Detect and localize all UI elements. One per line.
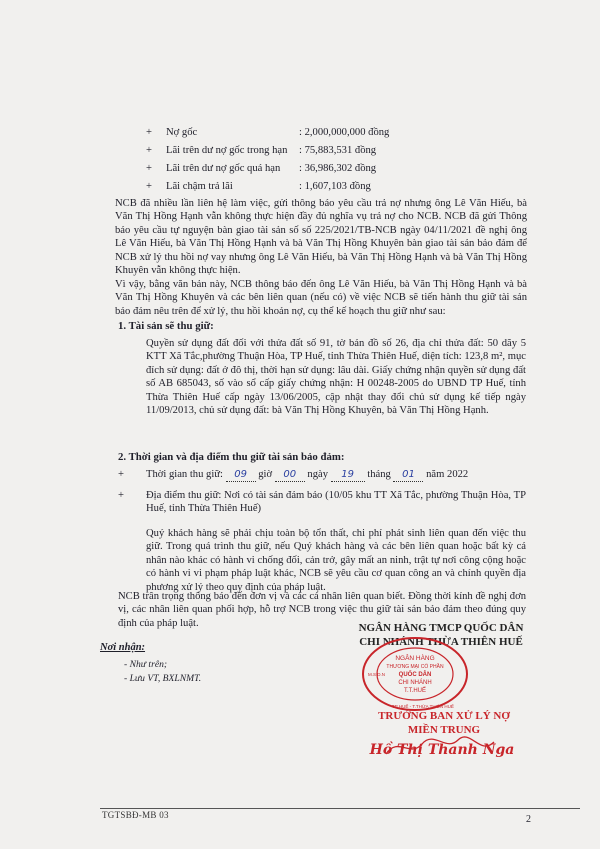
hour-value: 09: [226, 468, 256, 482]
debt-item-interest-in-term: [146, 145, 466, 159]
recipients-title: Nơi nhận:: [100, 642, 146, 653]
debt-value: : 75,883,531 đồng: [299, 145, 377, 156]
debt-label: Lãi chậm trả lãi: [166, 181, 233, 192]
seizure-time: [146, 468, 526, 482]
paragraph-liability: Quý khách hàng sẽ phải chịu toàn bộ tổn thất, chi phí phát sinh liên quan đến việc thu giữ. Trong quá trình thu giữ, nếu Quý khách hàng và các bên liên quan hoặc bất kỳ cá nhân nào khác có hành vi chống đối, cản trở, gây mất an ninh, trật tự nơi công cộng hoặc có hành vi vi phạm pháp luật khác, NCB sẽ yêu cầu cơ quan công an và chính quyền địa phương xử lý theo quy định của pháp luật.: [146, 528, 526, 593]
thang-label: tháng: [364, 469, 394, 480]
debt-value: : 2,000,000,000 đồng: [299, 127, 390, 138]
form-code: TGTSBĐ-MB 03: [102, 810, 169, 820]
debt-item-principal: [146, 127, 466, 141]
role-line-2: MIỀN TRUNG: [407, 724, 481, 736]
minute-value: 00: [275, 468, 305, 482]
footer-divider: [100, 808, 580, 809]
asset-description: Quyền sử dụng đất đối với thửa đất số 91, tờ bản đồ số 26, địa chỉ thửa đất: 50 dãy 5 KTT Xã Tắc,phường Thuận Hòa, TP Huế, tỉnh Thừa Thiên Huế, diện tích: 123,8 m², mục đích sử dụng: đất ở đô thị, thời hạn sử dụng: lâu dài. Giấy chứng nhận quyền sử dụng đất số AB 685043, số vào sổ cấp giấy chứng nhận: H 00248-2005 do UBND TP Huế, tỉnh Thừa Thiên Huế cấp ngày 13/06/2005, cập nhật thay đổi chủ sử dụng kế tiếp ngày 11/09/2013, chủ sử dụng đất: bà Văn Thị Hồng Khuyên, bà Văn Thị Hồng Hạnh.: [146, 338, 526, 417]
page-number: 2: [526, 814, 531, 825]
branch-name: CHI NHÁNH THỪA THIÊN HUẾ: [359, 636, 523, 648]
debt-value: : 36,986,302 đồng: [299, 163, 377, 174]
svg-text:NGÂN HÀNG: NGÂN HÀNG: [395, 655, 435, 662]
seizure-location: Địa điểm thu giữ: Nơi có tài sản đảm bảo (10/05 khu TT Xã Tắc, phường Thuận Hòa, TP Huế, tỉnh Thừa Thiên Huế): [146, 490, 526, 515]
bullet: +: [146, 145, 152, 156]
day-value: 19: [331, 468, 365, 482]
nam-label: năm 2022: [423, 469, 469, 480]
svg-text:THƯƠNG MẠI CỔ PHẦN: THƯƠNG MẠI CỔ PHẦN: [386, 664, 444, 670]
ngay-label: ngày: [304, 469, 331, 480]
recipient-item: - Như trên;: [124, 659, 168, 670]
signer-name: Hồ Thị Thanh Nga: [369, 742, 515, 758]
svg-text:QUỐC DÂN: QUỐC DÂN: [398, 672, 432, 678]
paragraph-seizure-intent: Vì vậy, bằng văn bản này, NCB thông báo đến ông Lê Văn Hiếu, bà Văn Thị Hồng Hạnh và bà Văn Thị Hồng Khuyên và các bên liên quan (nếu có) về việc NCB sẽ tiến hành thu giữ tài sản bảo đảm nêu trên để xử lý, thu hồi khoản nợ, cụ thể kế hoạch thu giữ như sau:: [115, 279, 527, 317]
section-heading-time-location: 2. Thời gian và địa điểm thu giữ tài sản bảo đảm:: [118, 451, 345, 463]
time-prefix: Thời gian thu giữ:: [146, 469, 226, 480]
paragraph-closing: NCB trân trọng thông báo đến đơn vị và các cá nhân liên quan biết. Đồng thời kính đề nghị đơn vị, các nhân liên quan phối hợp, hỗ trợ NCB trong việc thu giữ tài sản bảo đảm theo đúng quy định của pháp luật.: [118, 591, 526, 629]
svg-text:M.S.D.N: M.S.D.N: [368, 672, 386, 677]
bank-seal-icon: [360, 636, 470, 712]
bullet: +: [146, 127, 152, 138]
bullet: +: [118, 490, 124, 501]
bullet: +: [146, 181, 152, 192]
svg-text:TP HUẾ - T.THỪA THIÊN HUẾ: TP HUẾ - T.THỪA THIÊN HUẾ: [392, 704, 454, 709]
svg-text:CHI NHÁNH: CHI NHÁNH: [398, 680, 432, 686]
role-line-1: TRƯỞNG BAN XỬ LÝ NỢ: [378, 710, 510, 722]
debt-label: Nợ gốc: [166, 127, 198, 138]
debt-label: Lãi trên dư nợ gốc quá hạn: [166, 163, 281, 174]
debt-item-late-interest: [146, 181, 466, 195]
month-value: 01: [393, 468, 423, 482]
section-heading-assets: 1. Tài sản sẽ thu giữ:: [118, 320, 214, 332]
debt-label: Lãi trên dư nợ gốc trong hạn: [166, 145, 288, 156]
svg-text:T.T.HUẾ: T.T.HUẾ: [403, 688, 427, 694]
debt-value: : 1,607,103 đồng: [299, 181, 371, 192]
gio-label: giờ: [255, 469, 275, 480]
bank-name: NGÂN HÀNG TMCP QUỐC DÂN: [358, 622, 524, 634]
bullet: +: [118, 469, 124, 480]
debt-item-interest-overdue: [146, 163, 466, 177]
bullet: +: [146, 163, 152, 174]
paragraph-debt-notice: NCB đã nhiều lần liên hệ làm việc, gửi thông báo yêu cầu trả nợ nhưng ông Lê Văn Hiếu, bà Văn Thị Hồng Hạnh vẫn không thực hiện đầy đủ nghĩa vụ trả nợ cho NCB. NCB đã gửi Thông báo yêu cầu tự nguyện bàn giao tài sản số số 225/2021/TB-NCB ngày 04/11/2021 đề nghị ông Lê Văn Hiếu, bà Văn Thị Hồng Hạnh và bà Văn Thị Hồng Khuyên bàn giao tài sản bảo đảm để NCB xử lý thu hồi nợ vay nhưng ông Lê Văn Hiếu, bà Văn Thị Hồng Hạnh và bà Văn Thị Hồng Khuyên vẫn không thực hiện.: [115, 198, 527, 277]
recipient-item: - Lưu VT, BXLNMT.: [124, 673, 202, 684]
